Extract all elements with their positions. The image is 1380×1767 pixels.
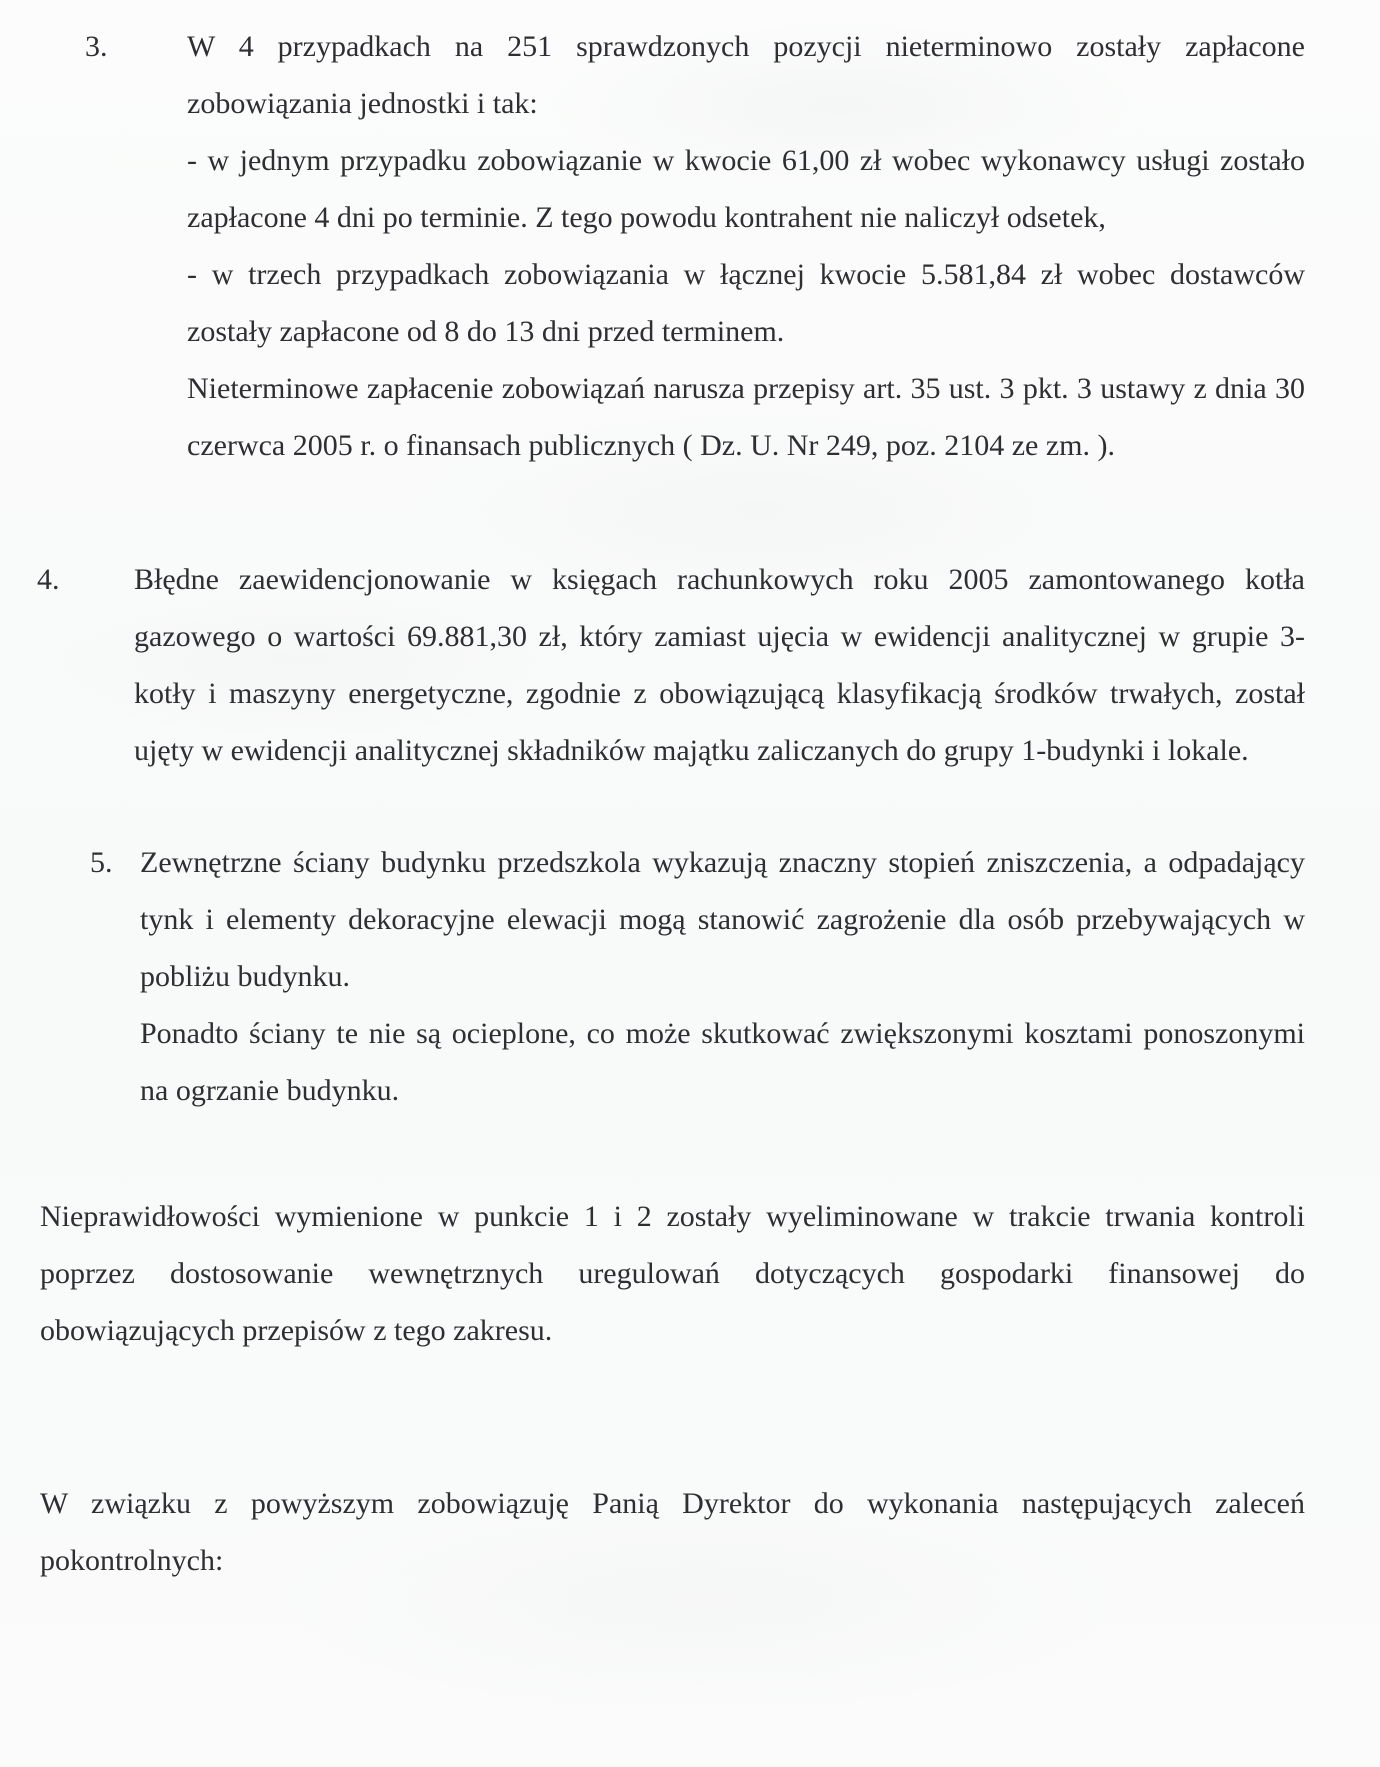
item-number: 4. <box>37 563 60 596</box>
numbered-item-4 <box>37 551 1380 779</box>
paragraph: Błędne zaewidencjonowanie w księgach rachunkowych roku 2005 zamontowanego kotła gazowego o wartości 69.881,30 zł, który zamiast ujęcia w ewidencji analitycznej w grupie 3-kotły i maszyny energetyczne, zgodnie z obowiązującą klasyfikacją środków trwałych, został ujęty w ewidencji analitycznej składników majątku zaliczanych do grupy 1-budynki i lokale. <box>134 563 1305 767</box>
paragraph: - w trzech przypadkach zobowiązania w łącznej kwocie 5.581,84 zł wobec dostawców zostały zapłacone od 8 do 13 dni przed terminem. <box>187 258 1305 348</box>
closing-paragraph-recommendations-intro: W związku z powyższym zobowiązuję Panią Dyrektor do wykonania następujących zaleceń pokontrolnych: <box>40 1487 1305 1577</box>
item-number: 3. <box>85 30 108 63</box>
item-body <box>140 834 1305 1119</box>
paragraph: W 4 przypadkach na 251 sprawdzonych pozycji nieterminowo zostały zapłacone zobowiązania jednostki i tak: <box>187 30 1305 120</box>
item-number: 5. <box>90 846 113 879</box>
item-body <box>134 551 1305 779</box>
paragraph: - w jednym przypadku zobowiązanie w kwocie 61,00 zł wobec wykonawcy usługi zostało zapłacone 4 dni po terminie. Z tego powodu kontrahent nie naliczył odsetek, <box>187 144 1305 234</box>
paragraph: Zewnętrzne ściany budynku przedszkola wykazują znaczny stopień zniszczenia, a odpadający tynk i elementy dekoracyjne elewacji mogą stanowić zagrożenie dla osób przebywających w pobliżu budynku. <box>140 846 1305 993</box>
paragraph: Nieterminowe zapłacenie zobowiązań narusza przepisy art. 35 ust. 3 pkt. 3 ustawy z dnia 30 czerwca 2005 r. o finansach publicznych ( Dz. U. Nr 249, poz. 2104 ze zm. ). <box>187 372 1305 462</box>
numbered-item-5 <box>90 834 1380 1119</box>
item-body <box>187 18 1305 474</box>
numbered-item-3 <box>85 18 1380 474</box>
paragraph: Ponadto ściany te nie są ocieplone, co może skutkować zwiększonymi kosztami ponoszonymi na ogrzanie budynku. <box>140 1017 1305 1107</box>
closing-paragraph-irregularities: Nieprawidłowości wymienione w punkcie 1 i 2 zostały wyeliminowane w trakcie trwania kontroli poprzez dostosowanie wewnętrznych uregulowań dotyczących gospodarki finansowej do obowiązujących przepisów z tego zakresu. <box>40 1200 1305 1347</box>
